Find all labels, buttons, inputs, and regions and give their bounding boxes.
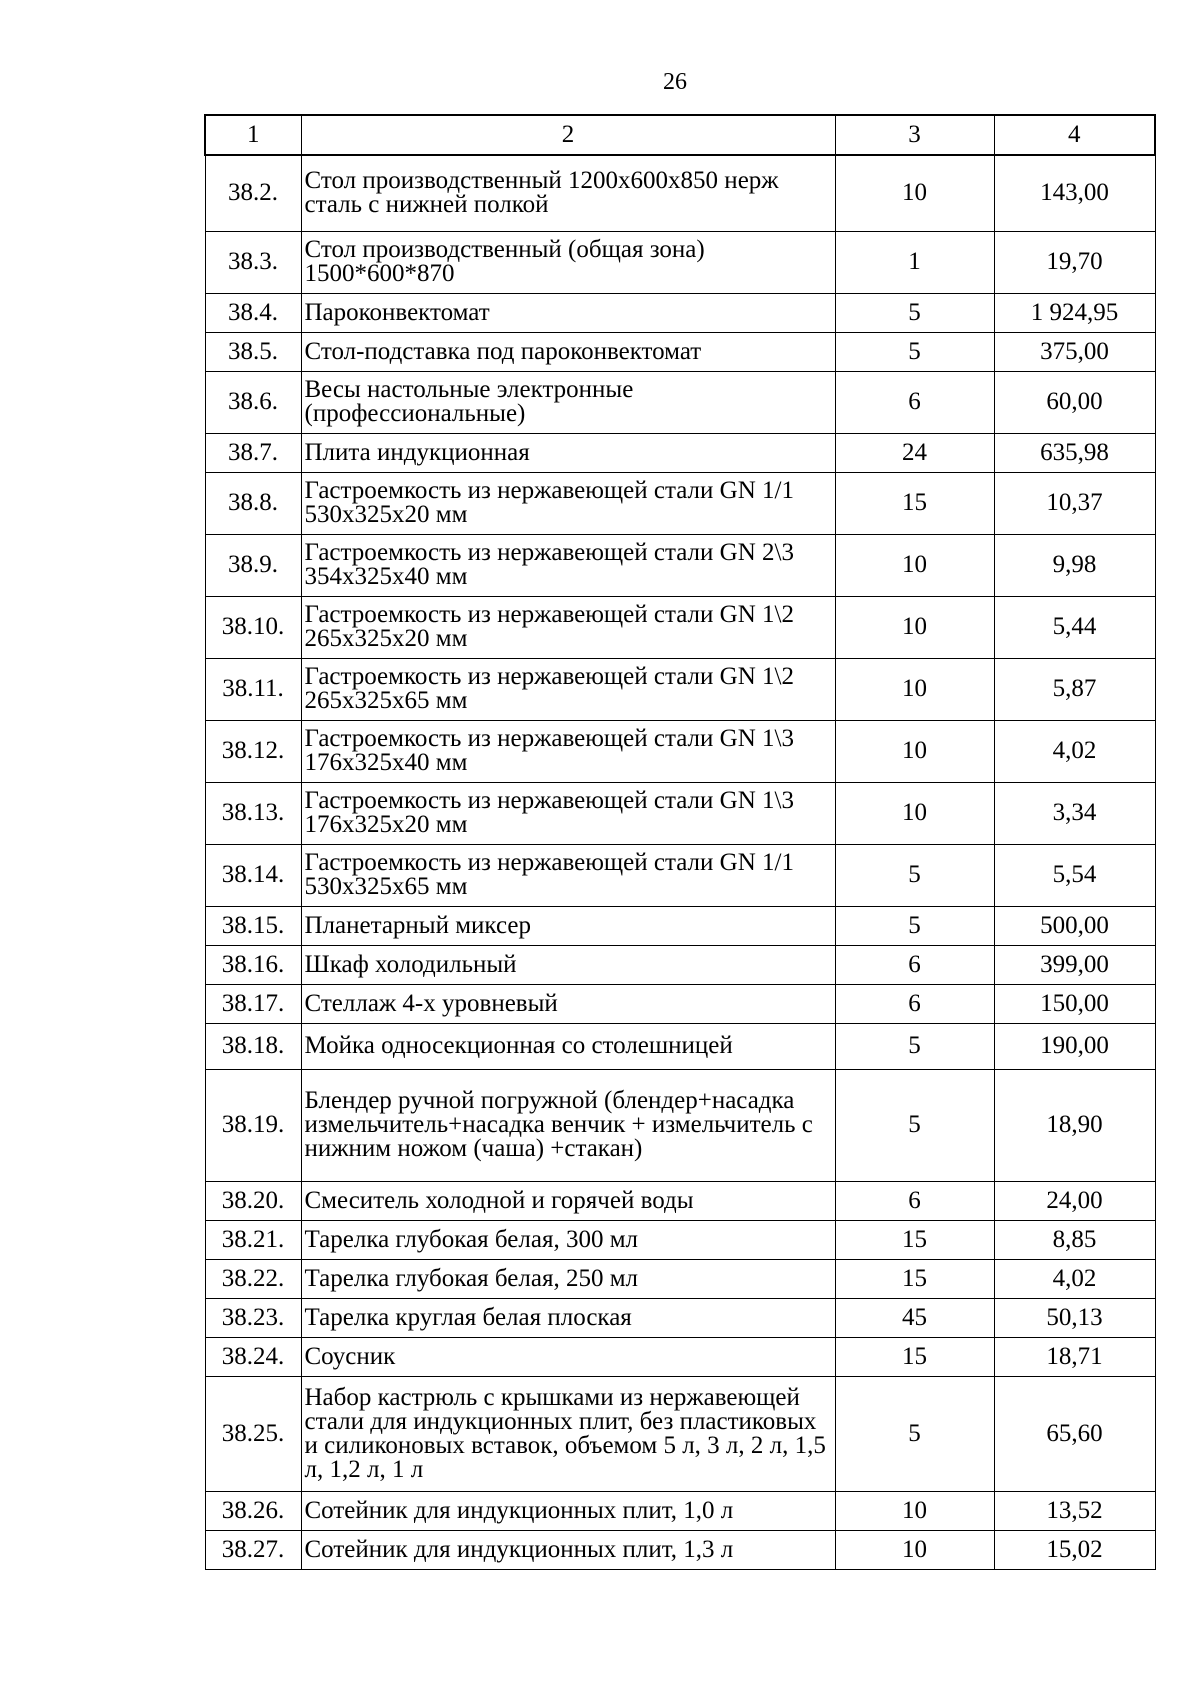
row-quantity-cell: 5 [835, 1023, 994, 1069]
row-name-cell: Гастроемкость из нержавеющей стали GN 1/1 530х325х65 мм [301, 844, 835, 906]
header-col-3: 3 [835, 115, 994, 155]
row-name-cell: Мойка односекционная со столешницей [301, 1023, 835, 1069]
row-quantity-cell: 45 [835, 1298, 994, 1337]
row-quantity-cell: 5 [835, 844, 994, 906]
table-row [205, 1220, 1155, 1259]
row-value-cell: 18,90 [994, 1069, 1155, 1181]
row-quantity-cell: 15 [835, 1337, 994, 1376]
table-row [205, 1298, 1155, 1337]
row-quantity-cell: 5 [835, 332, 994, 371]
table-row [205, 1023, 1155, 1069]
row-number-cell: 38.21. [205, 1220, 301, 1259]
row-name-cell: Шкаф холодильный [301, 945, 835, 984]
table-row [205, 1376, 1155, 1491]
row-value-cell: 4,02 [994, 720, 1155, 782]
row-name-cell: Стол производственный 1200х600х850 нерж сталь с нижней полкой [301, 155, 835, 231]
row-value-cell: 15,02 [994, 1530, 1155, 1569]
table-row [205, 1259, 1155, 1298]
row-number-cell: 38.4. [205, 293, 301, 332]
row-quantity-cell: 15 [835, 1259, 994, 1298]
row-value-cell: 5,44 [994, 596, 1155, 658]
row-value-cell: 5,54 [994, 844, 1155, 906]
row-name-cell: Гастроемкость из нержавеющей стали GN 1/1 530х325х20 мм [301, 472, 835, 534]
table-row [205, 782, 1155, 844]
row-quantity-cell: 6 [835, 1181, 994, 1220]
row-quantity-cell: 6 [835, 371, 994, 433]
row-value-cell: 635,98 [994, 433, 1155, 472]
row-name-cell: Набор кастрюль с крышками из нержавеющей стали для индукционных плит, без пластиковых и силиконовых вставок, объемом 5 л, 3 л, 2 л, 1,5 л, 1,2 л, 1 л [301, 1376, 835, 1491]
row-number-cell: 38.24. [205, 1337, 301, 1376]
table-row [205, 1069, 1155, 1181]
row-value-cell: 19,70 [994, 231, 1155, 293]
row-name-cell: Планетарный миксер [301, 906, 835, 945]
row-number-cell: 38.6. [205, 371, 301, 433]
row-name-cell: Пароконвектомат [301, 293, 835, 332]
row-name-cell: Тарелка глубокая белая, 300 мл [301, 1220, 835, 1259]
table-row [205, 231, 1155, 293]
table-row [205, 155, 1155, 231]
row-number-cell: 38.27. [205, 1530, 301, 1569]
table-row [205, 658, 1155, 720]
row-quantity-cell: 15 [835, 1220, 994, 1259]
page-number: 26 [663, 69, 687, 95]
table-row [205, 1181, 1155, 1220]
row-name-cell: Тарелка глубокая белая, 250 мл [301, 1259, 835, 1298]
row-number-cell: 38.2. [205, 155, 301, 231]
row-quantity-cell: 5 [835, 1376, 994, 1491]
row-quantity-cell: 5 [835, 1069, 994, 1181]
row-name-cell: Гастроемкость из нержавеющей стали GN 1\3 176х325х40 мм [301, 720, 835, 782]
row-number-cell: 38.13. [205, 782, 301, 844]
row-number-cell: 38.12. [205, 720, 301, 782]
header-col-4: 4 [994, 115, 1155, 155]
header-col-2: 2 [301, 115, 835, 155]
row-value-cell: 500,00 [994, 906, 1155, 945]
equipment-table [204, 114, 1156, 1570]
row-quantity-cell: 1 [835, 231, 994, 293]
row-quantity-cell: 10 [835, 596, 994, 658]
row-quantity-cell: 15 [835, 472, 994, 534]
row-number-cell: 38.25. [205, 1376, 301, 1491]
row-value-cell: 143,00 [994, 155, 1155, 231]
row-name-cell: Гастроемкость из нержавеющей стали GN 1\2 265х325х65 мм [301, 658, 835, 720]
row-number-cell: 38.15. [205, 906, 301, 945]
table-row [205, 1530, 1155, 1569]
table-row [205, 472, 1155, 534]
row-number-cell: 38.10. [205, 596, 301, 658]
row-value-cell: 8,85 [994, 1220, 1155, 1259]
row-value-cell: 24,00 [994, 1181, 1155, 1220]
row-number-cell: 38.3. [205, 231, 301, 293]
row-number-cell: 38.9. [205, 534, 301, 596]
row-name-cell: Плита индукционная [301, 433, 835, 472]
row-value-cell: 18,71 [994, 1337, 1155, 1376]
row-value-cell: 375,00 [994, 332, 1155, 371]
row-value-cell: 9,98 [994, 534, 1155, 596]
row-number-cell: 38.22. [205, 1259, 301, 1298]
row-quantity-cell: 10 [835, 1530, 994, 1569]
row-number-cell: 38.17. [205, 984, 301, 1023]
row-value-cell: 3,34 [994, 782, 1155, 844]
table-row [205, 332, 1155, 371]
row-quantity-cell: 10 [835, 720, 994, 782]
row-value-cell: 50,13 [994, 1298, 1155, 1337]
row-value-cell: 399,00 [994, 945, 1155, 984]
row-quantity-cell: 10 [835, 658, 994, 720]
table-row [205, 984, 1155, 1023]
row-number-cell: 38.14. [205, 844, 301, 906]
row-quantity-cell: 5 [835, 293, 994, 332]
table-body [205, 155, 1155, 1569]
table-row [205, 1491, 1155, 1530]
row-value-cell: 13,52 [994, 1491, 1155, 1530]
row-value-cell: 150,00 [994, 984, 1155, 1023]
row-quantity-cell: 10 [835, 782, 994, 844]
table-header-row [205, 115, 1155, 155]
row-number-cell: 38.23. [205, 1298, 301, 1337]
row-number-cell: 38.11. [205, 658, 301, 720]
table-row [205, 371, 1155, 433]
row-name-cell: Стеллаж 4-х уровневый [301, 984, 835, 1023]
row-quantity-cell: 6 [835, 945, 994, 984]
row-name-cell: Сотейник для индукционных плит, 1,0 л [301, 1491, 835, 1530]
row-quantity-cell: 10 [835, 534, 994, 596]
row-number-cell: 38.19. [205, 1069, 301, 1181]
row-value-cell: 4,02 [994, 1259, 1155, 1298]
row-name-cell: Блендер ручной погружной (блендер+насадка измельчитель+насадка венчик + измельчитель с нижним ножом (чаша) +стакан) [301, 1069, 835, 1181]
table-row [205, 945, 1155, 984]
row-name-cell: Гастроемкость из нержавеющей стали GN 1\3 176х325х20 мм [301, 782, 835, 844]
table-row [205, 1337, 1155, 1376]
row-number-cell: 38.7. [205, 433, 301, 472]
row-name-cell: Соусник [301, 1337, 835, 1376]
row-number-cell: 38.20. [205, 1181, 301, 1220]
row-name-cell: Стол производственный (общая зона) 1500*600*870 [301, 231, 835, 293]
table-row [205, 844, 1155, 906]
row-number-cell: 38.16. [205, 945, 301, 984]
row-quantity-cell: 5 [835, 906, 994, 945]
row-number-cell: 38.8. [205, 472, 301, 534]
row-value-cell: 5,87 [994, 658, 1155, 720]
row-number-cell: 38.26. [205, 1491, 301, 1530]
row-value-cell: 65,60 [994, 1376, 1155, 1491]
row-name-cell: Гастроемкость из нержавеющей стали GN 2\3 354х325х40 мм [301, 534, 835, 596]
table-row [205, 433, 1155, 472]
row-name-cell: Тарелка круглая белая плоская [301, 1298, 835, 1337]
row-name-cell: Весы настольные электронные (профессиональные) [301, 371, 835, 433]
header-col-1: 1 [205, 115, 301, 155]
row-quantity-cell: 6 [835, 984, 994, 1023]
row-value-cell: 60,00 [994, 371, 1155, 433]
row-quantity-cell: 24 [835, 433, 994, 472]
row-value-cell: 1 924,95 [994, 293, 1155, 332]
table-row [205, 596, 1155, 658]
row-quantity-cell: 10 [835, 1491, 994, 1530]
table-row [205, 534, 1155, 596]
row-name-cell: Стол-подставка под пароконвектомат [301, 332, 835, 371]
row-number-cell: 38.18. [205, 1023, 301, 1069]
row-number-cell: 38.5. [205, 332, 301, 371]
row-value-cell: 190,00 [994, 1023, 1155, 1069]
table-row [205, 906, 1155, 945]
row-name-cell: Сотейник для индукционных плит, 1,3 л [301, 1530, 835, 1569]
row-name-cell: Гастроемкость из нержавеющей стали GN 1\2 265х325х20 мм [301, 596, 835, 658]
row-value-cell: 10,37 [994, 472, 1155, 534]
table-row [205, 720, 1155, 782]
table-row [205, 293, 1155, 332]
row-quantity-cell: 10 [835, 155, 994, 231]
row-name-cell: Смеситель холодной и горячей воды [301, 1181, 835, 1220]
